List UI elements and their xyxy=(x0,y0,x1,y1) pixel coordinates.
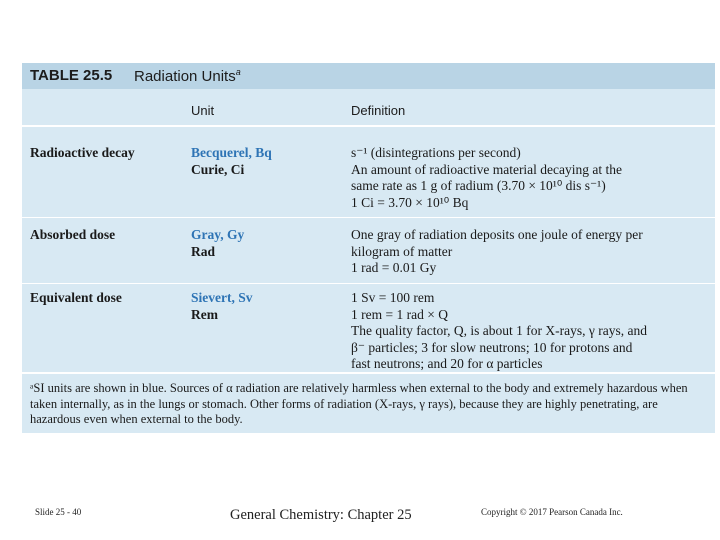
header-divider xyxy=(22,125,715,127)
definition-line: 1 Ci = 3.70 × 10¹⁰ Bq xyxy=(351,194,469,210)
table-number: TABLE 25.5 xyxy=(30,67,113,84)
quantity-absorbed-dose: Absorbed dose xyxy=(30,227,116,242)
definition-line: An amount of radioactive material decaying at the xyxy=(351,161,623,177)
table-footnote: ᵃSI units are shown in blue. Sources of α radiation are relatively harmless when external to the body and extremely hazardous when taken internally, as in the lungs or stomach. Other forms of radiation (X-rays, γ rays), because they are highly penetrating, are hazardous even when external to the body. xyxy=(30,381,688,426)
definition-equivalent-dose xyxy=(351,290,711,373)
slide-number: Slide 25 - 40 xyxy=(35,507,82,517)
table-title-note: a xyxy=(235,67,241,77)
column-header-definition: Definition xyxy=(351,103,406,118)
footnote-divider xyxy=(22,372,715,374)
table-title-text: Radiation Units xyxy=(134,68,236,85)
si-unit-becquerel: Becquerel, Bq xyxy=(191,145,272,160)
row-divider xyxy=(22,217,715,218)
definition-line: 1 Sv = 100 rem xyxy=(351,290,435,305)
copyright-notice: Copyright © 2017 Pearson Canada Inc. xyxy=(481,507,623,517)
definition-line: β⁻ particles; 3 for slow neutrons; 10 for protons and xyxy=(351,339,633,355)
definition-line: same rate as 1 g of radium (3.70 × 10¹⁰ dis s⁻¹) xyxy=(351,178,606,193)
table-title xyxy=(134,67,241,85)
definition-line: fast neutrons; and 20 for α particles xyxy=(351,356,543,371)
definition-line: One gray of radiation deposits one joule of energy per xyxy=(351,227,643,242)
unit-rad: Rad xyxy=(191,243,216,259)
chapter-title: General Chemistry: Chapter 25 xyxy=(230,507,412,523)
definition-absorbed-dose xyxy=(351,227,711,277)
unit-rem: Rem xyxy=(191,306,218,322)
unit-curie: Curie, Ci xyxy=(191,161,245,177)
quantity-radioactive-decay: Radioactive decay xyxy=(30,145,135,160)
definition-line: kilogram of matter xyxy=(351,243,453,259)
table-title-bar xyxy=(22,63,715,89)
definition-line: 1 rem = 1 rad × Q xyxy=(351,306,448,322)
column-header-unit: Unit xyxy=(191,103,215,118)
definition-line: The quality factor, Q, is about 1 for X-rays, γ rays, and xyxy=(351,323,647,338)
si-unit-gray: Gray, Gy xyxy=(191,227,245,242)
definition-radioactive-decay xyxy=(351,145,711,211)
si-unit-sievert: Sievert, Sv xyxy=(191,290,253,305)
quantity-equivalent-dose: Equivalent dose xyxy=(30,290,122,305)
row-divider xyxy=(22,283,715,284)
radiation-units-table xyxy=(22,63,715,433)
definition-line: s⁻¹ (disintegrations per second) xyxy=(351,145,521,160)
definition-line: 1 rad = 0.01 Gy xyxy=(351,260,437,275)
